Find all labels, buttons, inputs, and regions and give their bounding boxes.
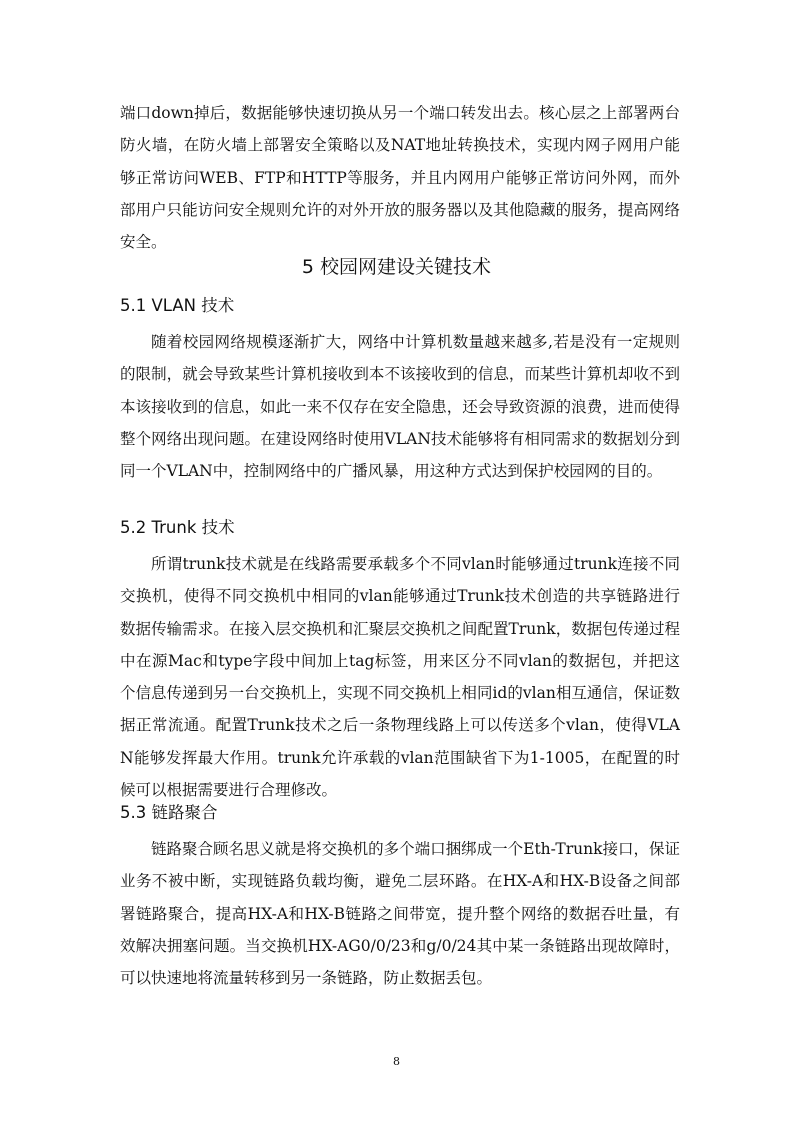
page-number: 8 — [393, 1055, 400, 1068]
section-heading-link-aggregation: 5.3 链路聚合 — [120, 803, 218, 822]
section-body-vlan: 随着校园网络规模逐渐扩大，网络中计算机数量越来越多,若是没有一定规则的限制，就会导致某些计算机接收到本不该接收到的信息，而某些计算机却收不到本该接收到的信息，如此一来不仅存在安全隐患，还会导致资源的浪费，进而使得整个网络出现问题。在建设网络时使用VLAN技术能够将有相同需求的数据划分到同一个VLAN中，控制网络中的广播风暴，用这种方式达到保护校园网的目的。 — [120, 333, 680, 481]
section-body-link-aggregation: 链路聚合顾名思义就是将交换机的多个端口捆绑成一个Eth-Trunk接口，保证业务不被中断，实现链路负载均衡，避免二层环路。在HX-A和HX-B设备之间部署链路聚合，提高HX-A和HX-B链路之间带宽，提升整个网络的数据吞吐量，有效解决拥塞问题。当交换机HX-AG0/0/23和g/0/24其中某一条链路出现故障时，可以快速地将流量转移到另一条链路，防止数据丢包。 — [120, 840, 680, 988]
section-heading-vlan: 5.1 VLAN 技术 — [120, 296, 235, 315]
continuation-paragraph: 端口down掉后，数据能够快速切换从另一个端口转发出去。核心层之上部署两台防火墙，在防火墙上部署安全策略以及NAT地址转换技术，实现内网子网用户能够正常访问WEB、FTP和HTTP等服务，并且内网用户能够正常访问外网，而外部用户只能访问安全规则允许的对外开放的服务器以及其他隐藏的服务，提高网络安全。 — [120, 104, 680, 252]
chapter-title: 5 校园网建设关键技术 — [301, 256, 492, 278]
section-body-trunk: 所谓trunk技术就是在线路需要承载多个不同vlan时能够通过trunk连接不同交换机，使得不同交换机中相同的vlan能够通过Trunk技术创造的共享链路进行数据传输需求。在接入层交换机和汇聚层交换机之间配置Trunk，数据包传递过程中在源Mac和type字段中间加上tag标签，用来区分不同vlan的数据包，并把这个信息传递到另一台交换机上，实现不同交换机上相同id的vlan相互通信，保证数据正常流通。配置Trunk技术之后一条物理线路上可以传送多个vlan，使得VLAN能够发挥最大作用。trunk允许承载的vlan范围缺省下为1-1005，在配置的时候可以根据需要进行合理修改。 — [120, 555, 680, 800]
section-heading-trunk: 5.2 Trunk 技术 — [120, 518, 235, 537]
